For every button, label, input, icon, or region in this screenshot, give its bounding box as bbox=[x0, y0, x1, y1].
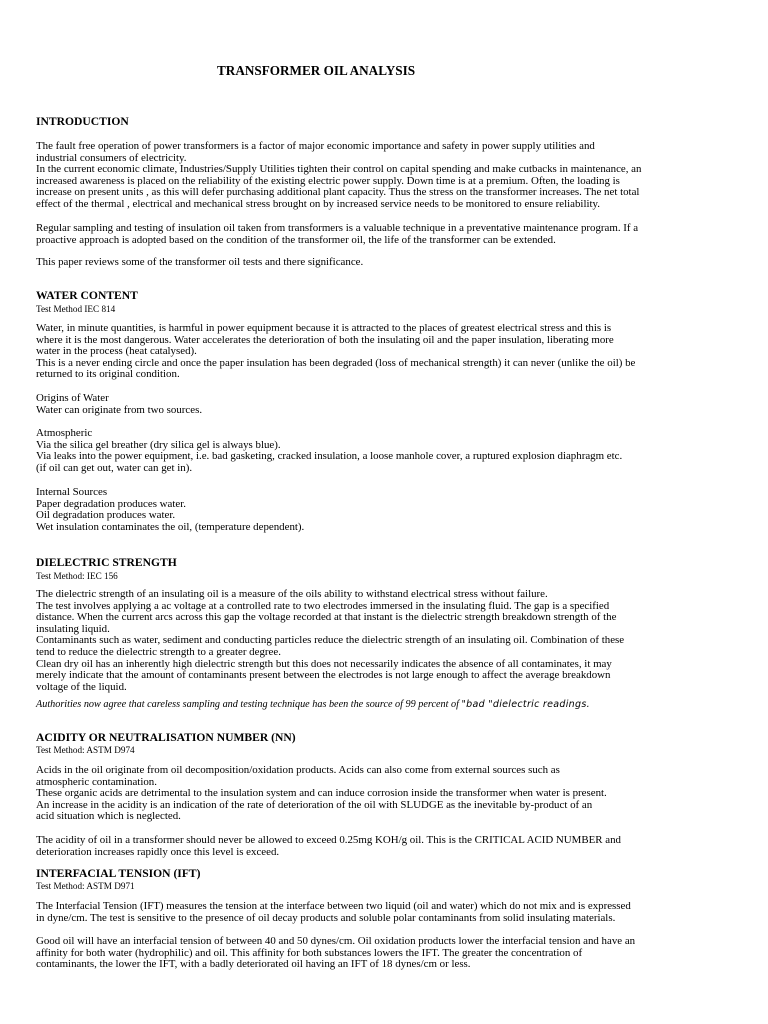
text-line: atmospheric contamination. bbox=[36, 775, 157, 788]
text-line: Atmospheric bbox=[36, 427, 93, 439]
acidity-paragraph-2 bbox=[36, 835, 738, 858]
text-line: The acidity of oil in a transformer should never be allowed to exceed 0.25mg KOH/g oil. This is the CRITICAL ACID NUMBER and bbox=[36, 834, 621, 846]
heading-introduction: INTRODUCTION bbox=[36, 115, 129, 128]
text-line: deterioration increases rapidly once this level is exceed. bbox=[36, 845, 280, 858]
text-line: Good oil will have an interfacial tension of between 40 and 50 dynes/cm. Oil oxidation products lower the interfacial tension and have an bbox=[36, 935, 636, 947]
text-line: acid situation which is neglected. bbox=[36, 810, 181, 823]
text-line: returned to its original condition. bbox=[36, 368, 180, 381]
text-line: affinity for both water (hydrophilic) and oil. This affinity for both substances lowers the IFT. The greater the concentration of bbox=[36, 946, 583, 959]
text-line: proactive approach is adopted based on the condition of the transformer oil, the life of the transformer can be extended. bbox=[36, 233, 556, 246]
text-line: Water can originate from two sources. bbox=[36, 403, 203, 416]
water-paragraph-2 bbox=[36, 393, 738, 416]
text-line: industrial consumers of electricity. bbox=[36, 151, 187, 164]
acidity-test-method: Test Method: ASTM D974 bbox=[36, 745, 135, 755]
text-line: increase on present units , as this will defer purchasing additional plant capacity. Thus the stress on the transformer increases. The net total bbox=[36, 186, 640, 199]
text-line: This paper reviews some of the transformer oil tests and there significance. bbox=[36, 256, 364, 268]
text-line: Oil degradation produces water. bbox=[36, 509, 176, 522]
intro-paragraph-2 bbox=[36, 223, 738, 246]
text-line: The test involves applying a ac voltage at a controlled rate to two electrodes immersed in the insulating fluid. The gap is a specified bbox=[36, 599, 610, 612]
intro-paragraph-3 bbox=[36, 257, 738, 269]
text-line: Via leaks into the power equipment, i.e. bad gasketing, cracked insulation, a loose manhole cover, a ruptured explosion diaphragm etc. bbox=[36, 450, 623, 463]
text-line: An increase in the acidity is an indication of the rate of deterioration of the oil with SLUDGE as the inevitable by-product of an bbox=[36, 798, 593, 811]
text-line: effect of the thermal , electrical and mechanical stress brought on by increased service needs to be monitored to ensure reliability. bbox=[36, 197, 600, 210]
text-line: Internal Sources bbox=[36, 486, 108, 498]
text-line: Wet insulation contaminates the oil, (temperature dependent). bbox=[36, 520, 305, 533]
page-title: TRANSFORMER OIL ANALYSIS bbox=[217, 63, 416, 78]
text-line: The dielectric strength of an insulating oil is a measure of the oils ability to withstand electrical stress without failure. bbox=[36, 588, 548, 600]
text-line: Paper degradation produces water. bbox=[36, 497, 186, 510]
text-line: Contaminants such as water, sediment and conducting particles reduce the dielectric strength of an insulating oil. Combination of these bbox=[36, 634, 625, 647]
water-paragraph-4 bbox=[36, 487, 738, 533]
intro-paragraph-1 bbox=[36, 141, 738, 211]
heading-dielectric-strength: DIELECTRIC STRENGTH bbox=[36, 556, 177, 569]
dielectric-note bbox=[36, 694, 738, 712]
text-line: contaminants, the lower the IFT, with a badly deteriorated oil having an IFT of 18 dynes/cm or less. bbox=[36, 958, 471, 971]
text-line: These organic acids are detrimental to the insulation system and can induce corrosion inside the transformer when water is present. bbox=[36, 787, 607, 800]
ift-test-method: Test Method: ASTM D971 bbox=[36, 881, 135, 891]
text-line: Water, in minute quantities, is harmful in power equipment because it is attracted to the places of greatest electrical stress and this is bbox=[36, 322, 612, 334]
text-line: distance. When the current arcs across this gap the voltage recorded at that instant is the dielectric strength breakdown strength of the bbox=[36, 611, 617, 624]
text-line: The fault free operation of power transformers is a factor of major economic importance and safety in power supply utilities and bbox=[36, 140, 595, 152]
ift-paragraph-1 bbox=[36, 901, 738, 924]
text-line: Via the silica gel breather (dry silica gel is always blue). bbox=[36, 438, 281, 451]
dielectric-test-method: Test Method: IEC 156 bbox=[36, 571, 118, 581]
text-line: voltage of the liquid. bbox=[36, 680, 127, 693]
text-line: insulating liquid. bbox=[36, 622, 110, 635]
dielectric-note-quote: "bad "dielectric readings. bbox=[461, 699, 590, 710]
text-line: increased awareness is placed on the reliability of the existing electric power supply. Down time is at a premium. Often, the loading is bbox=[36, 174, 620, 187]
text-line: where it is the most dangerous. Water accelerates the deterioration of both the insulating oil and the paper insulation, liberating more bbox=[36, 333, 614, 346]
dielectric-paragraph-1 bbox=[36, 589, 738, 693]
water-paragraph-1 bbox=[36, 323, 738, 381]
water-paragraph-3 bbox=[36, 428, 738, 474]
heading-acidity: ACIDITY OR NEUTRALISATION NUMBER (NN) bbox=[36, 731, 296, 744]
text-line: This is a never ending circle and once the paper insulation has been degraded (loss of mechanical strength) it can never (unlike the oil) be bbox=[36, 356, 636, 369]
dielectric-note-text: Authorities now agree that careless sampling and testing technique has been the source of 99 percent of bbox=[36, 699, 462, 710]
text-line: Regular sampling and testing of insulation oil taken from transformers is a valuable technique in a preventative maintenance program. If a bbox=[36, 222, 639, 234]
text-line: In the current economic climate, Industries/Supply Utilities tighten their control on capital spending and make cutbacks in maintenance, an bbox=[36, 163, 642, 176]
heading-water-content: WATER CONTENT bbox=[36, 289, 138, 302]
text-line: tend to reduce the dielectric strength to a greater degree. bbox=[36, 645, 281, 658]
text-line: Acids in the oil originate from oil decomposition/oxidation products. Acids can also come from external sources such as bbox=[36, 764, 560, 776]
text-line: Origins of Water bbox=[36, 392, 109, 404]
text-line: The Interfacial Tension (IFT) measures the tension at the interface between two liquid (oil and water) which do not mix and is expressed bbox=[36, 900, 631, 912]
text-line: (if oil can get out, water can get in). bbox=[36, 461, 193, 474]
text-line: water in the process (heat catalysed). bbox=[36, 345, 197, 358]
text-line: Clean dry oil has an inherently high dielectric strength but this does not necessarily indicates the absence of all contaminates, it may bbox=[36, 657, 612, 670]
heading-interfacial-tension: INTERFACIAL TENSION (IFT) bbox=[36, 867, 201, 880]
acidity-paragraph-1 bbox=[36, 765, 738, 823]
ift-paragraph-2 bbox=[36, 936, 738, 971]
text-line: merely indicate that the amount of contaminants present between the electrodes is not large enough to affect the average breakdown bbox=[36, 669, 611, 682]
text-line: in dyne/cm. The test is sensitive to the presence of oil decay products and soluble polar contaminants from solid insulating materials. bbox=[36, 911, 616, 924]
water-test-method: Test Method IEC 814 bbox=[36, 304, 116, 314]
